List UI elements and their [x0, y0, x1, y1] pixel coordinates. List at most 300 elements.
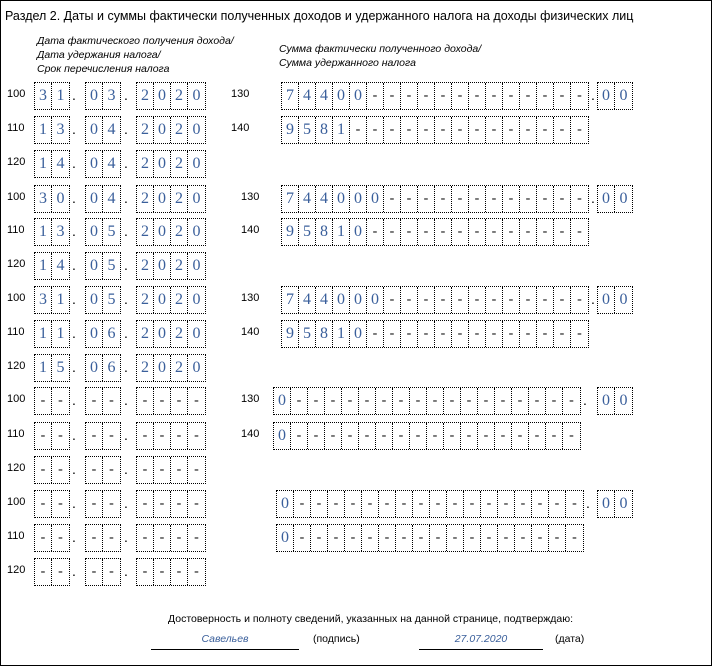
tax-amount-field[interactable]: [276, 524, 584, 552]
digit-cell: 0: [192, 359, 201, 376]
date-separator: .: [72, 392, 76, 408]
line-code: 120: [7, 360, 26, 372]
digit-cell: -: [86, 457, 103, 483]
year-field[interactable]: [136, 320, 206, 348]
tax-amount-field[interactable]: [281, 320, 589, 348]
month-field[interactable]: [85, 286, 121, 314]
digit-cell: -: [549, 525, 566, 551]
digit-cell: -: [367, 83, 384, 109]
day-field[interactable]: [34, 286, 70, 314]
digit-cell: -: [430, 491, 447, 517]
digit-cell: 0: [154, 117, 171, 143]
digit-cell: 5: [107, 291, 116, 308]
digit-cell: -: [379, 525, 396, 551]
digit-cell: -: [537, 287, 554, 313]
digit-cell: -: [498, 491, 515, 517]
digit-cell: 7: [282, 287, 299, 313]
digit-cell: -: [452, 186, 469, 212]
digit-cell: 0: [86, 321, 103, 347]
digit-cell: 5: [56, 359, 65, 376]
digit-cell: 0: [619, 495, 628, 512]
line-code: 120: [7, 258, 26, 270]
form-row: [1, 354, 712, 382]
right-header-line: Сумма фактически полученного дохода/: [279, 43, 482, 55]
digit-cell: -: [577, 191, 582, 206]
digit-cell: -: [486, 83, 503, 109]
digit-cell: 2: [171, 355, 188, 381]
left-header-line: Дата фактического получения дохода/: [37, 35, 234, 47]
digit-cell: 4: [316, 287, 333, 313]
digit-cell: -: [154, 491, 171, 517]
digit-cell: -: [461, 423, 478, 449]
digit-cell: 2: [137, 321, 154, 347]
month-field[interactable]: [85, 387, 121, 415]
digit-cell: -: [137, 559, 154, 585]
digit-cell: -: [478, 388, 495, 414]
digit-cell: -: [109, 530, 114, 545]
digit-cell: 6: [107, 325, 116, 342]
digit-cell: -: [418, 83, 435, 109]
digit-cell: -: [554, 321, 571, 347]
digit-cell: -: [137, 457, 154, 483]
kopecks-field[interactable]: [597, 286, 633, 314]
digit-cell: -: [410, 388, 427, 414]
digit-cell: -: [58, 428, 63, 443]
digit-cell: -: [469, 117, 486, 143]
month-field[interactable]: [85, 422, 121, 450]
digit-cell: -: [171, 525, 188, 551]
digit-cell: -: [418, 117, 435, 143]
digit-cell: -: [418, 321, 435, 347]
year-field[interactable]: [136, 387, 206, 415]
digit-cell: -: [294, 491, 311, 517]
day-field[interactable]: [34, 185, 70, 213]
digit-cell: -: [435, 83, 452, 109]
digit-cell: -: [194, 393, 199, 408]
digit-cell: -: [532, 491, 549, 517]
month-field[interactable]: [85, 218, 121, 246]
digit-cell: -: [58, 496, 63, 511]
digit-cell: -: [154, 525, 171, 551]
digit-cell: -: [444, 388, 461, 414]
day-field[interactable]: [34, 252, 70, 280]
confirm-text: Достоверность и полноту сведений, указанных на данной странице, подтверждаю:: [168, 613, 574, 625]
digit-cell: -: [401, 287, 418, 313]
form-row: [1, 185, 712, 213]
digit-cell: -: [137, 388, 154, 414]
income-amount-field[interactable]: [281, 82, 589, 110]
digit-cell: -: [569, 428, 574, 443]
month-field[interactable]: [85, 354, 121, 382]
year-field[interactable]: [136, 252, 206, 280]
day-field[interactable]: [34, 524, 70, 552]
line-code: 120: [7, 564, 26, 576]
digit-cell: 0: [154, 287, 171, 313]
digit-cell: -: [537, 219, 554, 245]
date-separator: .: [124, 392, 128, 408]
date-separator: .: [124, 257, 128, 273]
date-separator: .: [72, 155, 76, 171]
line-code: 120: [7, 462, 26, 474]
day-field[interactable]: [34, 387, 70, 415]
year-field[interactable]: [136, 150, 206, 178]
digit-cell: 2: [137, 253, 154, 279]
digit-cell: 4: [299, 287, 316, 313]
form-row: [1, 558, 712, 586]
digit-cell: -: [109, 393, 114, 408]
form-rows: [1, 1, 712, 667]
digit-cell: 5: [107, 223, 116, 240]
date-separator: .: [72, 223, 76, 239]
digit-cell: 5: [107, 257, 116, 274]
line-code: 130: [231, 88, 250, 100]
line-code: 100: [7, 88, 26, 100]
digit-cell: 0: [86, 117, 103, 143]
digit-cell: -: [86, 559, 103, 585]
month-field[interactable]: [85, 252, 121, 280]
year-field[interactable]: [136, 286, 206, 314]
digit-cell: -: [435, 321, 452, 347]
digit-cell: -: [194, 462, 199, 477]
year-field[interactable]: [136, 558, 206, 586]
digit-cell: -: [486, 321, 503, 347]
year-field[interactable]: [136, 422, 206, 450]
digit-cell: 1: [56, 325, 65, 342]
digit-cell: 0: [619, 190, 628, 207]
day-field[interactable]: [34, 116, 70, 144]
digit-cell: -: [577, 326, 582, 341]
digit-cell: -: [577, 224, 582, 239]
digit-cell: 0: [192, 87, 201, 104]
digit-cell: -: [537, 117, 554, 143]
day-field[interactable]: [34, 218, 70, 246]
digit-cell: -: [520, 83, 537, 109]
digit-cell: -: [294, 525, 311, 551]
digit-cell: 1: [333, 321, 350, 347]
digit-cell: -: [520, 186, 537, 212]
digit-cell: -: [520, 321, 537, 347]
date-separator: .: [124, 529, 128, 545]
digit-cell: -: [469, 186, 486, 212]
form-row: [1, 286, 712, 314]
digit-cell: -: [154, 423, 171, 449]
digit-cell: 4: [316, 83, 333, 109]
form-row: [1, 320, 712, 348]
line-code: 110: [7, 326, 25, 338]
kopecks-field[interactable]: [597, 185, 633, 213]
digit-cell: -: [86, 423, 103, 449]
year-field[interactable]: [136, 456, 206, 484]
digit-cell: 1: [56, 87, 65, 104]
digit-cell: -: [384, 287, 401, 313]
digit-cell: -: [137, 491, 154, 517]
digit-cell: 2: [171, 186, 188, 212]
digit-cell: -: [328, 491, 345, 517]
digit-cell: -: [427, 423, 444, 449]
digit-cell: -: [554, 117, 571, 143]
digit-cell: 4: [299, 83, 316, 109]
digit-cell: 2: [137, 117, 154, 143]
digit-cell: 3: [35, 83, 52, 109]
digit-cell: -: [495, 423, 512, 449]
year-field[interactable]: [136, 354, 206, 382]
digit-cell: -: [401, 321, 418, 347]
digit-cell: -: [572, 496, 577, 511]
right-header-line: Сумма удержанного налога: [279, 57, 416, 69]
date-separator: .: [72, 325, 76, 341]
digit-cell: 2: [171, 287, 188, 313]
digit-cell: -: [109, 564, 114, 579]
digit-cell: -: [481, 491, 498, 517]
year-field[interactable]: [136, 116, 206, 144]
digit-cell: 0: [598, 186, 615, 212]
digit-cell: 0: [192, 291, 201, 308]
month-field[interactable]: [85, 320, 121, 348]
year-field[interactable]: [136, 218, 206, 246]
digit-cell: 0: [86, 355, 103, 381]
tax-amount-field[interactable]: [281, 116, 589, 144]
tax-amount-field[interactable]: [273, 422, 581, 450]
digit-cell: 7: [282, 186, 299, 212]
digit-cell: -: [464, 491, 481, 517]
year-field[interactable]: [136, 185, 206, 213]
date-separator: .: [72, 529, 76, 545]
digit-cell: -: [486, 186, 503, 212]
digit-cell: 0: [154, 219, 171, 245]
date-separator: .: [124, 291, 128, 307]
digit-cell: -: [350, 117, 367, 143]
digit-cell: 5: [299, 321, 316, 347]
digit-cell: -: [503, 287, 520, 313]
digit-cell: 0: [86, 186, 103, 212]
digit-cell: -: [384, 219, 401, 245]
digit-cell: 1: [56, 291, 65, 308]
line-code: 130: [241, 292, 260, 304]
month-field[interactable]: [85, 82, 121, 110]
digit-cell: 3: [35, 186, 52, 212]
income-amount-field[interactable]: [281, 185, 589, 213]
digit-cell: 9: [282, 219, 299, 245]
decimal-separator: .: [586, 495, 590, 511]
day-field[interactable]: [34, 320, 70, 348]
kopecks-field[interactable]: [597, 387, 633, 415]
digit-cell: -: [109, 428, 114, 443]
digit-cell: -: [367, 321, 384, 347]
month-field[interactable]: [85, 524, 121, 552]
digit-cell: 1: [35, 321, 52, 347]
digit-cell: -: [58, 564, 63, 579]
digit-cell: -: [362, 491, 379, 517]
kopecks-field[interactable]: [597, 82, 633, 110]
day-field[interactable]: [34, 456, 70, 484]
digit-cell: -: [515, 491, 532, 517]
digit-cell: 0: [86, 287, 103, 313]
digit-cell: 0: [598, 491, 615, 517]
day-field[interactable]: [34, 558, 70, 586]
date-separator: .: [72, 190, 76, 206]
digit-cell: -: [109, 462, 114, 477]
line-code: 110: [7, 428, 25, 440]
digit-cell: -: [194, 564, 199, 579]
date-separator: .: [124, 495, 128, 511]
digit-cell: 1: [35, 355, 52, 381]
digit-cell: 2: [171, 151, 188, 177]
digit-cell: -: [549, 491, 566, 517]
kopecks-field[interactable]: [597, 490, 633, 518]
month-field[interactable]: [85, 185, 121, 213]
digit-cell: 4: [107, 121, 116, 138]
income-amount-field[interactable]: [281, 286, 589, 314]
form-row: [1, 387, 712, 415]
digit-cell: -: [413, 525, 430, 551]
date-separator: .: [124, 461, 128, 477]
digit-cell: -: [503, 321, 520, 347]
line-code: 100: [7, 292, 26, 304]
digit-cell: 4: [316, 186, 333, 212]
digit-cell: -: [58, 393, 63, 408]
date-separator: .: [72, 87, 76, 103]
digit-cell: 0: [333, 287, 350, 313]
digit-cell: 0: [154, 355, 171, 381]
digit-cell: -: [435, 117, 452, 143]
line-code: 120: [7, 156, 26, 168]
digit-cell: 2: [171, 253, 188, 279]
month-field[interactable]: [85, 558, 121, 586]
digit-cell: -: [520, 219, 537, 245]
digit-cell: 0: [192, 257, 201, 274]
month-field[interactable]: [85, 490, 121, 518]
form-row: [1, 490, 712, 518]
digit-cell: -: [418, 219, 435, 245]
digit-cell: -: [546, 423, 563, 449]
digit-cell: -: [367, 117, 384, 143]
day-field[interactable]: [34, 82, 70, 110]
digit-cell: -: [396, 525, 413, 551]
digit-cell: -: [308, 388, 325, 414]
digit-cell: -: [359, 423, 376, 449]
digit-cell: -: [503, 117, 520, 143]
digit-cell: -: [512, 423, 529, 449]
form-row: [1, 252, 712, 280]
digit-cell: -: [572, 530, 577, 545]
line-code: 140: [241, 428, 260, 440]
digit-cell: 2: [171, 83, 188, 109]
line-code: 110: [7, 224, 25, 236]
digit-cell: -: [35, 457, 52, 483]
digit-cell: -: [447, 525, 464, 551]
digit-cell: -: [194, 530, 199, 545]
digit-cell: -: [435, 287, 452, 313]
tax-amount-field[interactable]: [281, 218, 589, 246]
digit-cell: -: [384, 117, 401, 143]
digit-cell: 0: [350, 287, 367, 313]
digit-cell: 0: [350, 83, 367, 109]
digit-cell: 9: [282, 117, 299, 143]
date-separator: .: [72, 257, 76, 273]
digit-cell: -: [384, 83, 401, 109]
digit-cell: 1: [333, 117, 350, 143]
form-row: [1, 150, 712, 178]
digit-cell: -: [469, 83, 486, 109]
digit-cell: -: [35, 491, 52, 517]
digit-cell: 0: [274, 423, 291, 449]
digit-cell: -: [529, 388, 546, 414]
digit-cell: -: [35, 559, 52, 585]
digit-cell: -: [393, 423, 410, 449]
digit-cell: -: [469, 321, 486, 347]
digit-cell: 1: [333, 219, 350, 245]
income-amount-field[interactable]: [276, 490, 584, 518]
date-separator: .: [124, 87, 128, 103]
year-field[interactable]: [136, 524, 206, 552]
digit-cell: 0: [333, 186, 350, 212]
digit-cell: -: [384, 186, 401, 212]
digit-cell: -: [503, 83, 520, 109]
digit-cell: 0: [154, 186, 171, 212]
digit-cell: -: [512, 388, 529, 414]
date-separator: .: [124, 325, 128, 341]
digit-cell: 0: [86, 83, 103, 109]
day-field[interactable]: [34, 354, 70, 382]
digit-cell: -: [452, 219, 469, 245]
digit-cell: -: [413, 491, 430, 517]
digit-cell: 2: [137, 151, 154, 177]
month-field[interactable]: [85, 116, 121, 144]
digit-cell: 0: [86, 253, 103, 279]
day-field[interactable]: [34, 490, 70, 518]
day-field[interactable]: [34, 150, 70, 178]
digit-cell: -: [58, 530, 63, 545]
date-line: [419, 649, 543, 650]
digit-cell: -: [194, 496, 199, 511]
year-field[interactable]: [136, 82, 206, 110]
digit-cell: 2: [137, 83, 154, 109]
digit-cell: -: [171, 423, 188, 449]
line-code: 130: [241, 393, 260, 405]
digit-cell: -: [520, 287, 537, 313]
digit-cell: -: [447, 491, 464, 517]
digit-cell: -: [345, 525, 362, 551]
year-field[interactable]: [136, 490, 206, 518]
digit-cell: 4: [107, 190, 116, 207]
digit-cell: -: [328, 525, 345, 551]
income-amount-field[interactable]: [273, 387, 581, 415]
date-separator: .: [124, 563, 128, 579]
digit-cell: -: [171, 457, 188, 483]
digit-cell: -: [35, 388, 52, 414]
month-field[interactable]: [85, 456, 121, 484]
line-code: 110: [7, 530, 25, 542]
digit-cell: 0: [598, 388, 615, 414]
digit-cell: -: [194, 428, 199, 443]
digit-cell: -: [515, 525, 532, 551]
date-label: (дата): [555, 633, 585, 645]
line-code: 140: [241, 326, 260, 338]
date-separator: .: [72, 291, 76, 307]
date-separator: .: [124, 427, 128, 443]
digit-cell: 8: [316, 117, 333, 143]
line-code: 100: [7, 496, 26, 508]
digit-cell: 4: [56, 155, 65, 172]
digit-cell: -: [35, 423, 52, 449]
digit-cell: -: [154, 559, 171, 585]
digit-cell: 6: [107, 359, 116, 376]
day-field[interactable]: [34, 422, 70, 450]
digit-cell: -: [452, 83, 469, 109]
month-field[interactable]: [85, 150, 121, 178]
digit-cell: -: [498, 525, 515, 551]
decimal-separator: .: [591, 190, 595, 206]
